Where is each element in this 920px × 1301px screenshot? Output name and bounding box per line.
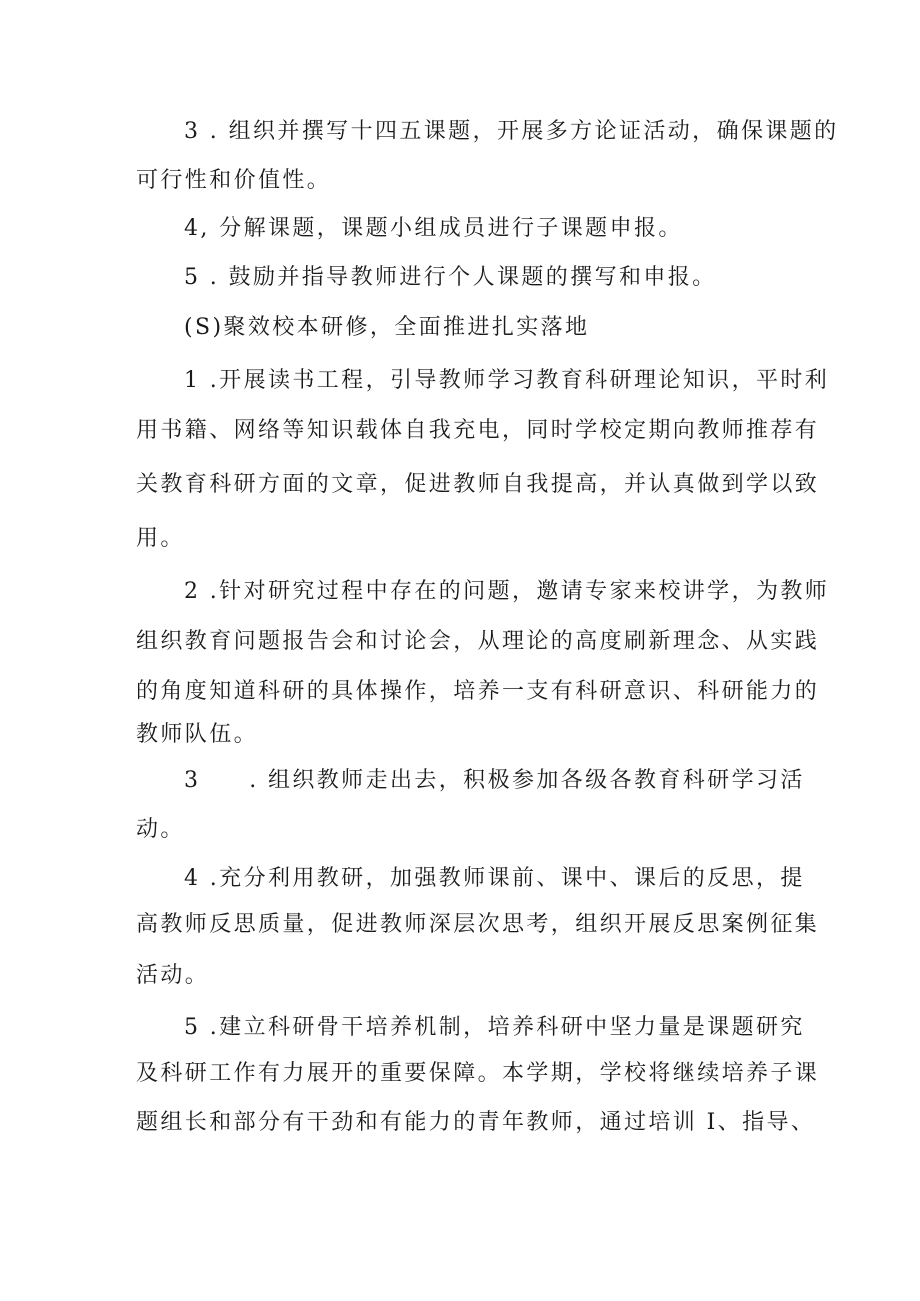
text-line-13: 教师队伍。 [136, 722, 259, 747]
text-line-2: 可行性和价值性。 [136, 168, 332, 193]
text-line-6: 1 .开展读书工程，引导教师学习教育科研理论知识，平时利 [184, 368, 830, 393]
text-line-3: 4, 分解课题，课题小组成员进行子课题申报。 [184, 216, 683, 241]
text-line-19: 5 .建立科研骨干培养机制，培养科研中坚力量是课题研究 [184, 1015, 805, 1040]
text-line-4: 5 . 鼓励并指导教师进行个人课题的撰写和申报。 [184, 265, 717, 290]
text-line-9: 用。 [136, 526, 185, 551]
text-line-15: 动。 [136, 817, 185, 842]
text-line-1: 3 . 组织并撰写十四五课题，开展多方论证活动，确保课题的 [184, 119, 839, 144]
text-line-7: 用书籍、网络等知识载体自我充电，同时学校定期向教师推荐有 [136, 418, 820, 443]
text-line-16: 4 .充分利用教研，加强教师课前、课中、课后的反思，提 [184, 866, 805, 891]
text-line-11: 组织教育问题报告会和讨论会，从理论的高度刷新理念、从实践 [136, 629, 820, 654]
section-heading: (S)聚效校本研修，全面推进扎实落地 [184, 315, 590, 340]
text-line-8: 关教育科研方面的文章，促进教师自我提高，并认真做到学以致 [136, 472, 820, 497]
text-line-21: 题组长和部分有干劲和有能力的青年教师，通过培训 I、指导、 [136, 1110, 816, 1135]
text-line-17: 高教师反思质量，促进教师深层次思考，组织开展反思案例征集 [136, 912, 820, 937]
text-line-18: 活动。 [136, 963, 210, 988]
text-line-14: 3 . 组织教师走出去，积极参加各级各教育科研学习活 [184, 768, 805, 793]
text-line-20: 及科研工作有力展开的重要保障。本学期，学校将继续培养子课 [136, 1061, 820, 1086]
text-line-12: 的角度知道科研的具体操作，培养一支有科研意识、科研能力的 [136, 679, 820, 704]
text-line-10: 2 .针对研究过程中存在的问题，邀请专家来校讲学，为教师 [184, 579, 830, 604]
